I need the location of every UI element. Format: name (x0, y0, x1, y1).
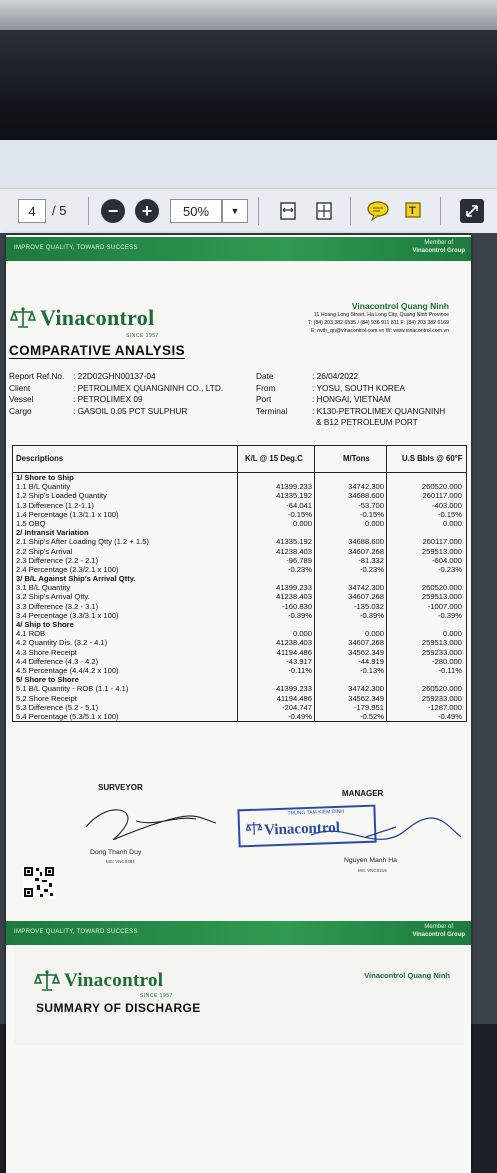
header-banner (6, 237, 471, 261)
info-row (256, 371, 466, 383)
pdf-toolbar (0, 188, 497, 234)
info-value: : K130-PETROLIMEX QUANGNINH (312, 405, 446, 416)
row-description: 3.4 Percentage (3.3/3.1 x 100) (16, 610, 119, 620)
table-row (13, 592, 466, 601)
cell-bbls: -403.000 (432, 500, 462, 510)
table-row (13, 712, 466, 721)
page-number-value: 4 (28, 203, 36, 219)
table-row (13, 547, 466, 556)
highlight-text-button[interactable] (402, 199, 426, 223)
table-row (13, 519, 466, 528)
cell-mtons: 34742.300 (348, 684, 384, 694)
cell-bbls: -280.000 (432, 656, 462, 666)
table-row (13, 482, 466, 491)
cell-bbls: -0.49% (437, 711, 462, 721)
row-description: 2.4 Percentage (2.3/2.1 x 100) (16, 564, 119, 574)
row-description: 5.3 Difference (5.2 - 5.1) (16, 702, 99, 712)
header-kl: K/L @ 15 Deg.C (245, 454, 303, 463)
manager-signature (306, 815, 466, 855)
fit-page-icon (313, 200, 335, 222)
cell-bbls: 260520.000 (421, 684, 462, 694)
surveyor-signature (76, 797, 226, 847)
cell-bbls: 259513.000 (421, 592, 462, 602)
document-viewport[interactable] (0, 233, 497, 1024)
row-description: 3/ B/L Against Ship's Arrival Qtty. (16, 574, 136, 584)
minus-icon: − (107, 200, 119, 221)
cell-mtons: 0.000 (364, 629, 384, 639)
member-line-1: Member of (424, 240, 454, 246)
cell-kl: -0.49% (287, 711, 312, 721)
info-row (256, 394, 466, 406)
row-description: 5.4 Percentage (5.3/5.1 x 100) (16, 711, 119, 721)
cell-mtons: 34742.300 (348, 482, 384, 492)
surveyor-name: Dong Thanh Duy (90, 849, 142, 856)
table-body (13, 473, 466, 721)
cell-kl: -0.15% (287, 509, 312, 519)
table-row (13, 638, 466, 647)
row-description: 2/ Intransit Variation (16, 528, 89, 538)
row-description: 4.4 Difference (4.3 - 4.2) (16, 656, 99, 666)
cell-kl: -0.39% (287, 610, 312, 620)
cell-kl: -0.23% (287, 564, 312, 574)
cell-bbls: -0.15% (437, 509, 462, 519)
cell-kl: 41238.403 (276, 592, 312, 602)
comparative-table (12, 445, 467, 722)
info-value: : YOSU, SOUTH KOREA (312, 382, 405, 393)
page-total-label: / 5 (52, 203, 67, 218)
cell-bbls: -604.000 (432, 555, 462, 565)
info-value: : PETROLIMEX QUANGNINH CO., LTD. (73, 382, 224, 393)
table-row (13, 602, 466, 611)
fullscreen-button[interactable] (460, 199, 484, 223)
row-description: 1.1 B/L Quantity (16, 482, 71, 492)
row-description: 2.1 Ship's After Loading Qtty (1.2 + 1.5) (16, 537, 149, 547)
footer-member-line-1: Member of (424, 924, 454, 930)
qr-code (22, 865, 56, 899)
header-bbls: U.S Bbls @ 60°F (402, 454, 463, 463)
cell-kl: -160.830 (282, 601, 312, 611)
cell-kl: 41399.233 (276, 684, 312, 694)
since-label: SINCE 1957 (126, 333, 159, 339)
info-row (256, 406, 466, 418)
table-row (13, 657, 466, 666)
cell-mtons: -0.52% (359, 711, 384, 721)
header-descriptions: Descriptions (16, 454, 64, 463)
cell-kl: -204.747 (282, 702, 312, 712)
cell-kl: -43.917 (286, 656, 312, 666)
company-phone: T: (84) 203 382 6535 / (84) 936 911 811 F: (84) 203 382 6169 (308, 320, 449, 326)
toolbar-divider (258, 197, 259, 225)
fit-width-button[interactable] (276, 199, 300, 223)
cell-bbls: 260117.000 (422, 537, 462, 547)
info-label: Port (256, 394, 272, 404)
cell-kl: 41335.192 (276, 537, 312, 547)
company-block (308, 301, 449, 335)
table-row (13, 703, 466, 712)
cell-bbls: 0.000 (442, 518, 462, 528)
section-heading-row (13, 528, 466, 537)
expand-icon (462, 201, 482, 221)
company-web: E: nvth_qn@vinacontrol.com.vn W: www.vinacontrol.com.vn (310, 328, 449, 334)
row-description: 3.3 Difference (3.2 - 3.1) (16, 601, 99, 611)
cell-bbls: 259513.000 (421, 546, 462, 556)
cell-mtons: -135.032 (354, 601, 384, 611)
section-heading-row (13, 473, 466, 482)
cell-mtons: 34607.268 (348, 592, 384, 602)
scales-icon (10, 306, 36, 330)
next-page-since: SINCE 1957 (140, 993, 173, 999)
app-title-strip (0, 140, 497, 188)
cell-kl: 41335.192 (276, 491, 312, 501)
cell-mtons: -0.23% (359, 564, 384, 574)
info-value: : GASOIL 0.05 PCT SULPHUR (73, 405, 188, 416)
info-row (256, 383, 466, 395)
cell-bbls: -0.23% (437, 564, 462, 574)
column-divider (314, 446, 315, 721)
next-page-logo (34, 969, 163, 993)
table-row (13, 694, 466, 703)
next-page-title: SUMMARY OF DISCHARGE (36, 1001, 201, 1015)
cell-kl: 0.000 (292, 518, 312, 528)
cell-mtons: 34688.600 (348, 537, 384, 547)
cell-mtons: 0.000 (364, 518, 384, 528)
info-label: Date (256, 371, 274, 381)
cell-kl: 41399.233 (276, 482, 312, 492)
table-row (13, 629, 466, 638)
stamp-brand: Vinacontrol (263, 819, 341, 839)
zoom-value: 50% (183, 203, 210, 219)
cell-mtons: -179.951 (354, 702, 384, 712)
cell-bbls: -1287.000 (427, 702, 462, 712)
footer-member-line-2: Vinacontrol Group (412, 932, 465, 938)
cell-kl: 41194.486 (276, 693, 312, 703)
comment-button[interactable] (366, 199, 390, 223)
info-value: : 22D02GHN00137-04 (73, 371, 156, 381)
chevron-down-icon: ▼ (230, 206, 240, 216)
table-row (13, 666, 466, 675)
info-row (9, 406, 249, 418)
cell-mtons: -44.919 (358, 656, 384, 666)
row-description: 4.3 Shore Receipt (16, 647, 77, 657)
cell-kl: 41238.403 (276, 638, 312, 648)
member-line-2: Vinacontrol Group (412, 248, 465, 254)
page-title: COMPARATIVE ANALYSIS (9, 343, 186, 358)
info-label: Report Ref.No. (9, 371, 65, 381)
cell-kl: 0.000 (292, 629, 312, 639)
section-heading-row (13, 675, 466, 684)
column-divider (386, 446, 387, 721)
table-row (13, 491, 466, 500)
info-row (9, 371, 249, 383)
cell-mtons: -81.332 (358, 555, 384, 565)
info-row (9, 383, 249, 395)
cell-bbls: 259233.000 (421, 647, 462, 657)
cell-bbls: 0.000 (442, 629, 462, 639)
row-description: 1.2 Ship's Loaded Quantity (16, 491, 107, 501)
cell-mtons: 34742.300 (348, 583, 384, 593)
row-description: 1.3 Difference (1.2-1.1) (16, 500, 94, 510)
report-info-left (9, 371, 249, 417)
info-value: : PETROLIMEX 09 (73, 394, 143, 404)
scales-icon (34, 969, 60, 993)
row-description: 1.4 Percentage (1.3/1.1 x 100) (16, 509, 119, 519)
cell-mtons: 34688.600 (348, 491, 384, 501)
table-row (13, 565, 466, 574)
row-description: 4.2 Quantity Dis. (3.2 - 4.1) (16, 638, 108, 648)
toolbar-divider (350, 197, 351, 225)
footer-slogan: IMPROVE QUALITY, TOWARD SUCCESS (14, 929, 138, 935)
row-description: 1/ Shore to Ship (16, 473, 74, 482)
plus-icon: + (141, 200, 153, 221)
row-description: 3.2 Ship's Arrival Qtty. (16, 592, 90, 602)
cell-bbls: -0.11% (438, 665, 462, 675)
row-description: 5/ Shore to Shore (16, 675, 79, 685)
row-description: 2.2 Ship's Arrival (16, 546, 73, 556)
cell-bbls: 260520.000 (421, 583, 462, 593)
cell-mtons: 34562.349 (348, 647, 384, 657)
row-description: 5.1 B/L Quantity - ROB (1.1 - 4.1) (16, 684, 129, 694)
cell-kl: 41238.403 (276, 546, 312, 556)
report-info-right (256, 371, 466, 429)
table-header (13, 446, 466, 473)
surveyor-label: SURVEYOR (98, 783, 143, 792)
cell-mtons: -0.15% (359, 509, 384, 519)
next-page-company: Vinacontrol Quang Ninh (364, 971, 450, 980)
table-row (13, 684, 466, 693)
surveyor-id: MS: VNC0384 (106, 859, 135, 864)
row-description: 4/ Ship to Shore (16, 620, 74, 629)
manager-id: MS: VNC0219 (358, 868, 387, 873)
row-description: 4.5 Percentage (4.4/4.2 x 100) (16, 665, 119, 675)
info-label: From (256, 382, 276, 393)
fit-page-button[interactable] (312, 199, 336, 223)
stamp-top-text: TRUNG TAM KIEM DINH (287, 808, 345, 817)
cell-mtons: 34562.349 (348, 693, 384, 703)
manager-label: MANAGER (342, 789, 384, 798)
info-label: Cargo (9, 405, 32, 416)
info-value: : 26/04/2022 (312, 371, 359, 381)
section-heading-row (13, 574, 466, 583)
column-divider (237, 446, 238, 721)
toolbar-divider (440, 197, 441, 225)
cell-kl: -96.789 (286, 555, 312, 565)
row-description: 5.2 Shore Receipt (16, 693, 77, 703)
zoom-in-button[interactable] (135, 199, 159, 223)
next-pdf-page (14, 945, 464, 1045)
table-row (13, 510, 466, 519)
svg-text:T: T (409, 205, 416, 217)
cell-mtons: -53.700 (358, 500, 384, 510)
cell-mtons: -0.13% (359, 665, 384, 675)
cell-bbls: 260520.000 (421, 482, 462, 492)
footer-banner (6, 921, 471, 945)
banner-slogan: IMPROVE QUALITY, TOWARD SUCCESS (14, 245, 138, 251)
row-description: 2.3 Difference (2.2 - 2.1) (16, 555, 99, 565)
company-address: 11 Hoang Long Street, Ha Long City, Quang Ninh Province (313, 312, 449, 318)
next-page-brand: Vinacontrol (64, 970, 164, 991)
table-row (13, 611, 466, 620)
cell-mtons: -0.39% (359, 610, 384, 620)
company-name: Vinacontrol Quang Ninh (351, 301, 449, 311)
info-row (256, 417, 466, 429)
fit-width-icon (277, 200, 299, 222)
table-row (13, 537, 466, 546)
cell-bbls: -0.39% (437, 610, 462, 620)
cell-mtons: 34607.268 (348, 638, 384, 648)
cell-bbls: 259233.000 (421, 693, 462, 703)
comment-icon (366, 200, 390, 222)
info-label: Client (9, 382, 31, 393)
page-number-input[interactable] (18, 199, 46, 223)
vinacontrol-logo (10, 305, 155, 331)
brand-name: Vinacontrol (40, 305, 155, 330)
table-row (13, 648, 466, 657)
section-heading-row (13, 620, 466, 629)
info-value: : HONGAI, VIETNAM (312, 394, 391, 404)
zoom-out-button[interactable] (101, 199, 125, 223)
footer-member (412, 923, 465, 939)
cell-kl: -64.041 (286, 500, 312, 510)
header-mtons: M/Tons (343, 454, 370, 463)
cell-bbls: 259513.000 (421, 638, 462, 648)
row-description: 4.1 ROB (16, 629, 46, 639)
cell-kl: 41399.233 (276, 583, 312, 593)
text-note-icon (403, 200, 425, 222)
cell-mtons: 34607.268 (348, 546, 384, 556)
table-row (13, 556, 466, 565)
cell-kl: 41194.486 (276, 647, 312, 657)
monitor-bezel (0, 0, 497, 30)
info-value: & B12 PETROLEUM PORT (316, 417, 418, 427)
info-label: Terminal (256, 405, 288, 416)
row-description: 3.1 B/L Quantity (16, 583, 71, 593)
table-row (13, 583, 466, 592)
zoom-dropdown-button[interactable] (222, 199, 248, 223)
monitor-frame (0, 30, 497, 140)
zoom-select[interactable] (170, 199, 222, 223)
manager-name: Nguyen Manh Ha (344, 857, 397, 864)
table-row (13, 501, 466, 510)
banner-member (412, 239, 465, 255)
info-label: Vessel (9, 394, 34, 404)
info-row (9, 394, 249, 406)
row-description: 1.5 OBQ (16, 518, 46, 528)
stamp-emblem-icon (246, 821, 263, 838)
cell-bbls: 260117.000 (422, 491, 462, 501)
cell-kl: -0.11% (288, 665, 312, 675)
toolbar-divider (88, 197, 89, 225)
cell-bbls: -1007.000 (427, 601, 462, 611)
